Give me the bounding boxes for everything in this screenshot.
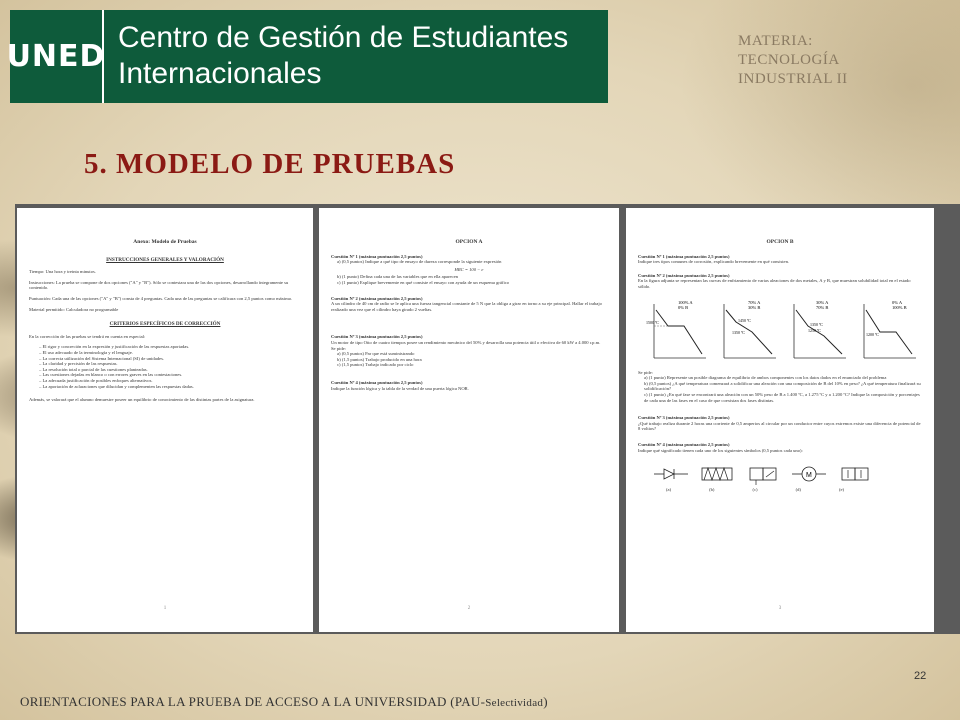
document-page-1	[17, 208, 313, 632]
svg-text:M: M	[806, 472, 812, 480]
page1-puntuacion: Puntuación: Cada una de las opciones ("A" y "B") consta de 4 preguntas. Cada una de las preguntas se calificara con 2,5 puntos como máximo.	[29, 295, 293, 301]
curve2-b: 30% B	[748, 304, 761, 310]
page3-q4-head: Cuestión Nº 4 (máxima puntuación 2,5 puntos)	[638, 441, 730, 447]
symbol-label-d: (d)	[795, 487, 801, 493]
page3-pc: c) (1 punto) ¿En qué fase se encontrará una aleación con un 50% peso de B a 1.400 ºC, a 1.275 ºC y a 1.200 ºC? Indique la composición y porcentajes de cada una de las fases en el caso de que coexistan dos fases distintas.	[644, 391, 920, 403]
footer-main: ORIENTACIONES PARA LA PRUEBA DE ACCESO A LA UNIVERSIDAD (PAU-	[20, 694, 486, 709]
directional-valve-symbol-icon	[746, 463, 780, 485]
curve3-b: 70% B	[816, 304, 829, 310]
list-item: – La claridad y precisión de las respuestas.	[39, 361, 301, 367]
cooling-curve-4	[856, 296, 920, 366]
curve4-t1: 1200 ºC	[866, 331, 879, 337]
page1-closing: Además, se valorará que el alumno demuestre poseer un equilibrio de conocimiento de las distintas partes de la asignatura.	[29, 397, 255, 403]
page2-number: 2	[467, 606, 471, 612]
page3-q1-head: Cuestión Nº 1 (máxima puntuación 2,5 puntos)	[638, 253, 730, 259]
symbols-labels	[666, 487, 922, 493]
page3-q2-head: Cuestión Nº 2 (máxima puntuación 2,5 puntos)	[638, 272, 730, 278]
document-preview-area	[15, 204, 960, 634]
page1-number: 1	[163, 606, 167, 612]
cooling-curves-diagram	[646, 296, 922, 366]
materia-line2: TECNOLOGÍA	[738, 52, 840, 68]
page1-criteria-list	[39, 344, 301, 389]
page3-pb: b) (0,5 puntos) ¿A qué temperatura comenzará a solidificar una aleación con una composición de B del 10% en peso? ¿A qué temperatura finalizará su solidificación?	[644, 380, 921, 392]
symbol-label-e: (e)	[838, 487, 845, 493]
curve2-t1: 1450 ºC	[738, 317, 751, 323]
page3-pide: Se pide:	[638, 369, 653, 375]
symbol-label-c: (c)	[752, 487, 758, 493]
motor-symbol-icon	[792, 465, 826, 483]
page1-tiempo: Tiempo: Una hora y treinta minutos.	[29, 269, 96, 275]
page3-q3-head: Cuestión Nº 3 (máxima puntuación 2,5 puntos)	[638, 415, 730, 421]
page3-pa: a) (1 punto) Represente un posible diagrama de equilibrio de ambos componentes con los datos dados en el enunciado del problema	[644, 375, 887, 381]
cooling-curve-1	[646, 296, 710, 366]
page2-q2-text: A un cilindro de 40 cm de radio se le aplica una fuerza tangencial constante de 5 N que la obliga a girar en torno a su eje principal. Hallar el trabajo realizado una vez que el cilindro haya girado 2 vueltas.	[331, 301, 602, 312]
page2-q3-c: c) (1,5 puntos) Trabajo indicado por ciclo	[337, 362, 414, 368]
page3-title: OPCION B	[766, 239, 794, 245]
diode-symbol-icon	[654, 465, 688, 483]
list-item: – El rigor y concreción en la expresión y justificación de las respuestas aportadas.	[39, 344, 301, 350]
curve2-a: 70% A	[748, 299, 761, 305]
header-title-line2: Internacionales	[118, 57, 322, 90]
page3-q2-text: En la figura adjunta se representan las curvas de enfriamiento de varias aleaciones de dos metales, A y B, que muestran solubilidad total en el estado sólido.	[638, 278, 911, 289]
page2-q1-head: Cuestión Nº 1 (máxima puntuación 2,5 puntos)	[331, 253, 423, 259]
page1-subtitle-criterios: CRITERIOS ESPECÍFICOS DE CORRECCIÓN	[109, 321, 221, 328]
symbol-label-a: (a)	[666, 487, 672, 493]
page2-q1-formula: HRC = 100 − e	[454, 266, 484, 272]
page2-q2-head: Cuestión Nº 2 (máxima puntuación 2,5 puntos)	[331, 295, 423, 301]
page2-q4-text: Indique la función lógica y la tabla de la verdad de una puerta lógica NOR.	[331, 385, 469, 391]
spring-valve-symbol-icon	[700, 465, 734, 483]
page1-title: Anexo: Modelo de Pruebas	[133, 239, 197, 245]
page2-q1-a: a) (0,5 puntos) Indique a qué tipo de ensayo de dureza corresponde la siguiente expresión	[337, 259, 502, 265]
page2-q3-a: a) (0,5 puntos) Par que está suministrando	[337, 351, 415, 357]
curve3-t2: 1250 ºC	[808, 327, 821, 333]
curve1-b: 0% B	[678, 304, 689, 310]
header-box	[6, 10, 608, 103]
materia-label	[738, 32, 938, 89]
curve3-a: 30% A	[816, 299, 829, 305]
page2-title: OPCION A	[455, 239, 483, 245]
curve1-a: 100% A	[678, 299, 693, 305]
footer-small: Selectividad	[485, 697, 544, 709]
list-item: – La correcta utilización del Sistema Internacional (SI) de unidades.	[39, 356, 301, 362]
page1-instrucciones: Instrucciones: La prueba se compone de dos opciones ("A" y "B"). Sólo se contestara una de las dos opciones, desarrollando íntegramente su contenido.	[29, 279, 289, 291]
uned-logo: UNED	[10, 10, 104, 103]
page3-q3-text: ¿Qué trabajo realiza durante 2 horas una corriente de 0,5 amperios al circular por un conductor entre cuyos extremos existe una diferencia de potencial de 8 voltios?	[638, 420, 921, 432]
section-title: 5. MODELO DE PRUEBAS	[84, 148, 456, 180]
footer-text	[20, 694, 548, 710]
page2-q3-head: Cuestión Nº 3 (máxima puntuación 2,5 puntos)	[331, 334, 423, 340]
page1-material: Material permitido: Calculadora no programable	[29, 306, 119, 312]
page2-q3-pide: Se pide:	[331, 345, 346, 351]
list-item: – El uso adecuado de la terminología y el lenguaje.	[39, 350, 301, 356]
curve1-t1: 1500 ºC	[646, 319, 659, 325]
curve2-t2: 1350 ºC	[732, 329, 745, 335]
valve-block-symbol-icon	[838, 463, 872, 485]
document-page-3	[626, 208, 934, 632]
curve4-a: 0% A	[892, 299, 903, 305]
footer-end: )	[543, 694, 548, 709]
document-page-2	[319, 208, 619, 632]
cooling-curve-2	[716, 296, 780, 366]
page3-q4-text: Indique qué significado tienen cada uno de los siguientes símbolos (0,5 puntos cada uno):	[638, 447, 803, 453]
curve3-t1: 1350 ºC	[810, 321, 823, 327]
symbols-row	[654, 463, 922, 485]
page3-number: 3	[778, 606, 782, 612]
symbol-label-b: (b)	[709, 487, 715, 493]
page1-subtitle-instructions: INSTRUCCIONES GENERALES Y VALORACIÓN	[106, 256, 224, 263]
page2-q4-head: Cuestión Nº 4 (máxima puntuación 2,5 puntos)	[331, 379, 423, 385]
cooling-curve-3	[786, 296, 850, 366]
list-item: – Las cuestiones dejadas en blanco o con errores graves en las contestaciones.	[39, 372, 301, 378]
list-item: – La adecuada justificación de posibles enfoques alternativos.	[39, 378, 301, 384]
page2-q1-c: c) (1 punto) Explique brevemente en qué consiste el ensayo con ayuda de un esquema gráfico	[337, 279, 510, 285]
page3-q1-text: Indique tres tipos comunes de corrosión, explicando brevemente en qué consisten.	[638, 259, 790, 265]
materia-line3: INDUSTRIAL II	[738, 71, 848, 87]
header-title	[104, 10, 568, 103]
page2-q1-b: b) (1 punto) Defina cada una de las variables que en ella aparecen	[337, 274, 458, 280]
curve4-b: 100% B	[892, 304, 907, 310]
materia-line1: MATERIA:	[738, 33, 813, 49]
list-item: – La aportación de aclaraciones que dilucidan y complementen las respuestas dadas.	[39, 384, 301, 390]
header-title-line1: Centro de Gestión de Estudiantes	[118, 21, 569, 54]
page2-q3-text: Un motor de tipo Otto de cuatro tiempos posee un rendimiento mecánico del 50% y desarrolla una potencia útil o efectiva de 60 kW a 4.000 r.p.m.	[331, 339, 601, 345]
page1-intro: En la corrección de las pruebas se tendrá en cuenta en especial:	[29, 333, 146, 339]
list-item: – La resolución total o parcial de las cuestiones planteadas.	[39, 367, 301, 373]
slide-number: 22	[914, 670, 927, 682]
page2-q3-b: b) (1,5 puntos) Trabajo producido en una hora	[337, 356, 422, 362]
